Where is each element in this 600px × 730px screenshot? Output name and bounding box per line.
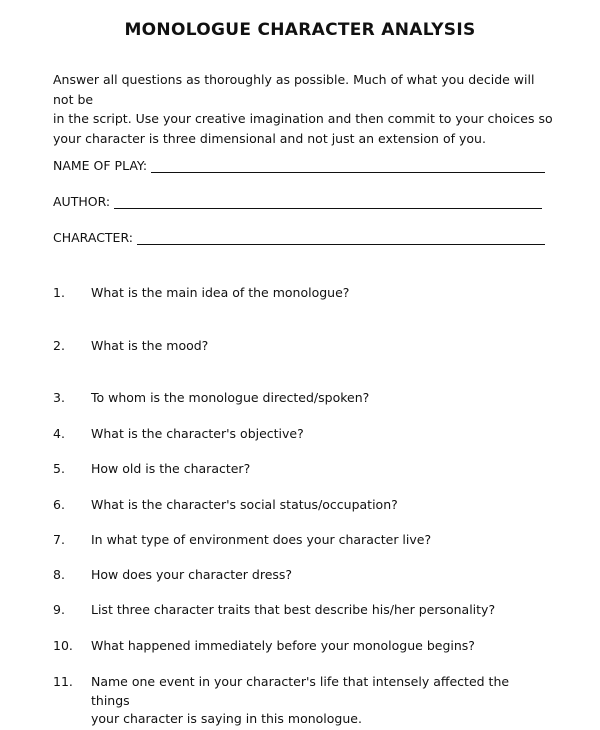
- question-text: How does your character dress?: [91, 567, 293, 582]
- question-text-line: Name one event in your character's life that intensely affected the things: [91, 674, 510, 708]
- character-field[interactable]: [53, 230, 545, 245]
- name-of-play-blank-line[interactable]: [151, 159, 545, 173]
- question-number: 4.: [53, 426, 65, 441]
- question-number: 1.: [53, 285, 65, 300]
- instructions-line: Answer all questions as thoroughly as possible. Much of what you decide will not be: [53, 72, 535, 107]
- question-text: List three character traits that best describe his/her personality?: [91, 602, 496, 617]
- question-number: 10.: [53, 638, 73, 653]
- question-text: What is the character's objective?: [91, 426, 304, 441]
- question-number: 6.: [53, 497, 65, 512]
- question-number: 11.: [53, 674, 73, 689]
- question-text: What happened immediately before your monologue begins?: [91, 638, 475, 653]
- question-text: How old is the character?: [91, 461, 251, 476]
- question-text: What is the main idea of the monologue?: [91, 285, 350, 300]
- name-of-play-label: NAME OF PLAY:: [53, 158, 148, 173]
- instructions-line: your character is three dimensional and not just an extension of you.: [53, 130, 486, 146]
- question-text: What is the character's social status/occupation?: [91, 497, 398, 512]
- author-blank-line[interactable]: [114, 195, 542, 209]
- question-number: 9.: [53, 602, 65, 617]
- question-number: 3.: [53, 390, 65, 405]
- character-blank-line[interactable]: [137, 231, 545, 245]
- question-text: [91, 673, 551, 729]
- question-number: 5.: [53, 461, 65, 476]
- question-number: 2.: [53, 338, 65, 353]
- name-of-play-field[interactable]: [53, 158, 545, 173]
- author-field[interactable]: [53, 194, 542, 209]
- character-label: CHARACTER:: [53, 230, 133, 245]
- question-number: 7.: [53, 532, 65, 547]
- question-number: 8.: [53, 567, 65, 582]
- document-title: MONOLOGUE CHARACTER ANALYSIS: [124, 20, 476, 40]
- question-text: What is the mood?: [91, 338, 209, 353]
- author-label: AUTHOR:: [53, 194, 111, 209]
- instructions-line: in the script. Use your creative imagination and then commit to your choices so: [53, 111, 553, 126]
- question-text-line: your character is saying in this monologue.: [91, 711, 362, 726]
- instructions-paragraph: [53, 70, 553, 148]
- question-text: To whom is the monologue directed/spoken?: [91, 390, 370, 405]
- question-text: In what type of environment does your character live?: [91, 532, 432, 547]
